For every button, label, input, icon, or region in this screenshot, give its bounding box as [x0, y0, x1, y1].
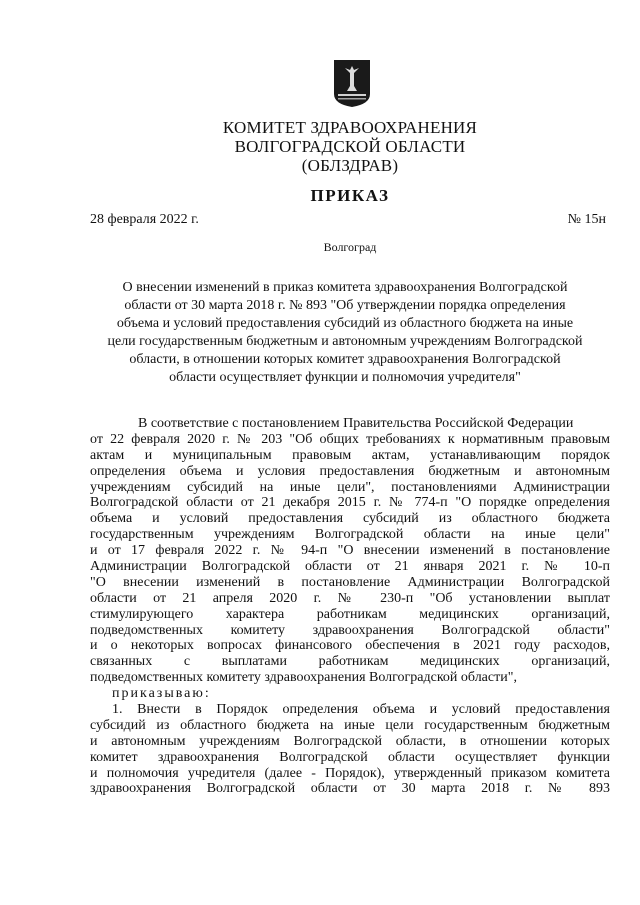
- document-type-title: ПРИКАЗ: [310, 186, 390, 205]
- preamble-line: "О внесении изменений в постановление Администрации Волгоградской: [90, 574, 610, 590]
- org-abbreviation: (ОБЛЗДРАВ): [301, 156, 399, 175]
- item1-line: 1. Внести в Порядок определения объема и условий предоставления: [112, 702, 610, 718]
- item1-line: комитет здравоохранения Волгоградской области осуществляет функции: [90, 749, 610, 765]
- subject-line: О внесении изменений в приказ комитета здравоохранения Волгоградской: [122, 280, 568, 295]
- subject-line: области, в отношении которых комитет здравоохранения Волгоградской: [129, 352, 561, 367]
- subject-line: цели государственным бюджетным и автономным учреждениям Волгоградской: [107, 334, 583, 349]
- order-word: приказываю:: [112, 686, 211, 702]
- preamble-line: Волгоградской области от 21 декабря 2015 г. № 774-п "О порядке определения: [90, 495, 610, 511]
- org-name-line-2: ВОЛГОГРАДСКОЙ ОБЛАСТИ: [234, 137, 466, 156]
- subject-line: области осуществляет функции и полномочия учредителя": [169, 370, 521, 385]
- item1-line: здравоохранения Волгоградской области от 30 марта 2018 г. № 893: [90, 781, 610, 797]
- preamble-line: стимулирующего характера работникам медицинских организаций,: [90, 606, 610, 622]
- document-body: [90, 416, 610, 797]
- preamble-line: определения объема и условия предоставления бюджетным и автономным: [90, 463, 610, 479]
- item1-line: и автономным учреждениям Волгоградской области, в отношении которых: [90, 733, 610, 749]
- subject-line: объема и условий предоставления субсидий из областного бюджета на иные: [116, 316, 574, 331]
- preamble-line: подведомственных комитету здравоохранения Волгоградской области",: [90, 670, 517, 686]
- preamble-line: и о некоторых вопросах финансового обеспечения в 2021 году расходов,: [90, 638, 610, 654]
- item1-line: субсидий из областного бюджета на иные цели государственным бюджетным: [90, 717, 610, 733]
- preamble-line: подведомственных комитету здравоохранения Волгоградской области": [90, 622, 610, 638]
- preamble-line: учреждениям субсидий на иные цели", постановлениями Администрации: [90, 479, 610, 495]
- preamble-line: связанных с выплатами работникам медицинских организаций,: [90, 654, 610, 670]
- preamble-line: актам и муниципальным правовым актам, устанавливающим порядок: [90, 447, 610, 463]
- volgograd-emblem-icon: [332, 58, 372, 108]
- document-date: 28 февраля 2022 г.: [90, 212, 199, 227]
- preamble-line: В соответствие с постановлением Правительства Российской Федерации: [138, 416, 574, 431]
- document-subject: [100, 279, 590, 387]
- preamble-line: Администрации Волгоградской области от 21 января 2021 г. № 10-п: [90, 559, 610, 575]
- document-number: № 15н: [567, 212, 606, 227]
- subject-line: области от 30 марта 2018 г. № 893 "Об утверждении порядка определения: [124, 298, 566, 313]
- preamble-line: от 22 февраля 2020 г. № 203 "Об общих требованиях к нормативным правовым: [90, 431, 610, 447]
- preamble-line: области от 21 апреля 2020 г. № 230-п "Об установлении выплат: [90, 590, 610, 606]
- document-city: Волгоград: [323, 240, 377, 254]
- item1-line: и полномочия учредителя (далее - Порядок), утвержденный приказом комитета: [90, 765, 610, 781]
- org-name-line-1: КОМИТЕТ ЗДРАВООХРАНЕНИЯ: [222, 118, 478, 137]
- preamble-line: государственным учреждениям Волгоградской области на иные цели": [90, 527, 610, 543]
- preamble-line: объема и условий предоставления субсидий из областного бюджета: [90, 511, 610, 527]
- preamble-line: и от 17 февраля 2022 г. № 94-п "О внесении изменений в постановление: [90, 543, 610, 559]
